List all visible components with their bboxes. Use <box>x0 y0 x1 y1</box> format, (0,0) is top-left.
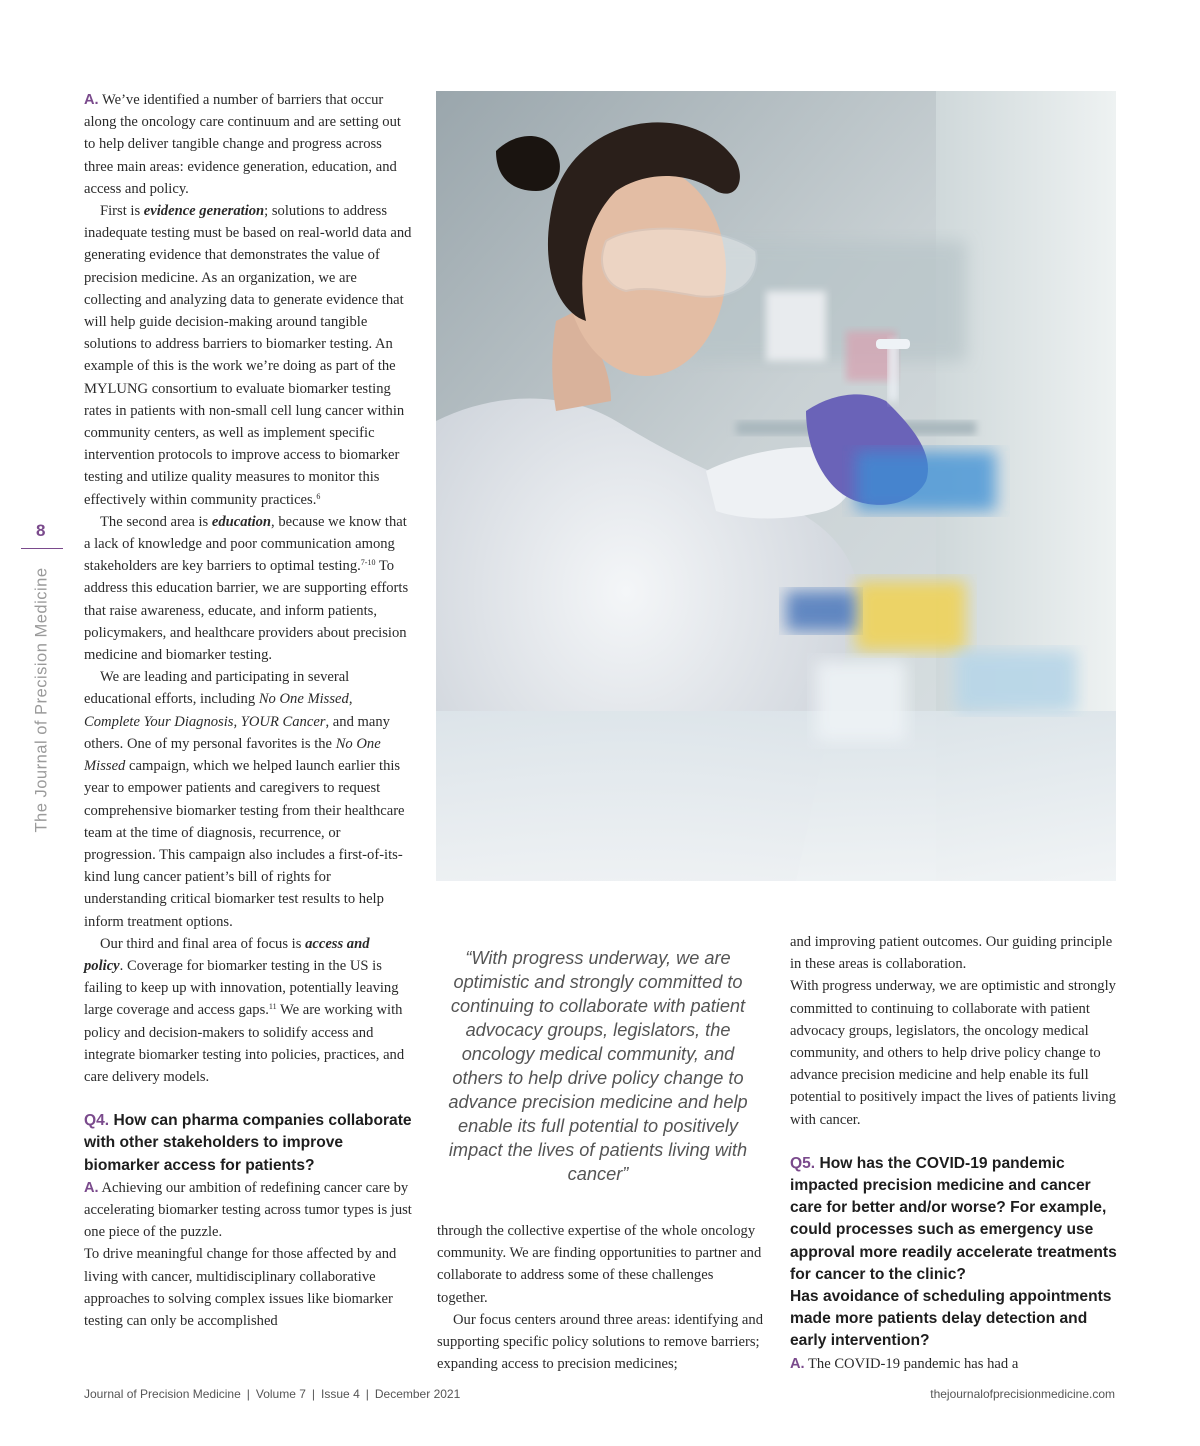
answer-4-paragraph: A. Achieving our ambition of redefining cancer care by accelerating biomarker testing across tumor types is just one piece of the puzzle. <box>84 1179 412 1241</box>
outcomes-paragraph: and improving patient outcomes. Our guiding principle in these areas is collaboration. <box>790 934 1113 973</box>
question-5-heading: Q5. How has the COVID-19 pandemic impacted precision medicine and cancer care for better and/or worse? For example, could processes such as emergency use approval more readily accelerate treatments for cancer to the clinic? <box>790 1154 1117 1283</box>
footer-issue-info: Journal of Precision Medicine | Volume 7 | Issue 4 | December 2021 <box>84 1387 461 1401</box>
footer-website-link[interactable]: thejournalofprecisionmedicine.com <box>930 1387 1115 1401</box>
pull-quote: “With progress underway, we are optimistic and strongly committed to continuing to collaborate with patient advocacy groups, legislators, the oncology medical community, and others to help drive policy change to advance precision medicine and help enable its full potential to positively impact the lives of patients living with cancer” <box>448 948 748 1184</box>
education-paragraph: The second area is education, because we know that a lack of knowledge and poor communication among stakeholders are key barriers to optimal testing.$^{7-10}$ To address this education barrier, we are supporting efforts that raise awareness, educate, and inform patients, policymakers, and healthcare providers about precision medicine and biomarker testing. <box>84 513 409 664</box>
access-policy-paragraph: Our third and final area of focus is access and policy. Coverage for biomarker testing in the US is failing to keep up with innovation, potentially leaving large coverage and access gaps.$^{11}$ We are working with policy and decision-makers to solidify access and integrate biomarker testing into policies, practices, and care delivery models. <box>84 935 405 1085</box>
answer-label: A. <box>84 92 99 108</box>
lab-scientist-photo <box>436 91 1116 881</box>
page-number: 8 <box>36 521 46 540</box>
answer-4-paragraph-2: To drive meaningful change for those affected by and living with cancer, multidisciplinary collaborative approaches to solving complex issues like biomarker testing can only be accomplished <box>84 1246 397 1329</box>
evidence-generation-paragraph: First is evidence generation; solutions to address inadequate testing must be based on real-world data and generating evidence that demonstrates the value of precision medicine. As an organization, we are collecting and analyzing data to generate evidence that will help guide decision-making around tangible solutions to address barriers to biomarker testing. An example of this is the work we’re doing as part of the MYLUNG consortium to evaluate biomarker testing rates in patients with non-small cell lung cancer within community centers, as well as implement specific intervention protocols to improve access to biomarker testing and utilize quality measures to monitor this effectively within community practices.$^6$ <box>84 203 412 508</box>
educational-efforts-paragraph: We are leading and participating in several educational efforts, including No One Missed, Complete Your Diagnosis, YOUR Cancer, and many others. One of my personal favorites is the No One Missed campaign, which we helped launch earlier this year to empower patients and caregivers to request comprehensive biomarker testing from their healthcare team at the time of diagnosis, recurrence, or progression. This campaign also includes a first-of-its-kind lung cancer patient’s bill of rights for understanding critical biomarker test results to help inform treatment options. <box>84 669 405 930</box>
answer-3-paragraph-1: A. We’ve identified a number of barriers that occur along the oncology care continuum and are setting out to help deliver tangible change and progress across three main areas: evidence generation, education, and access and policy. <box>84 92 401 197</box>
question-4-heading: Q4. How can pharma companies collaborate with other stakeholders to improve biomarker access for patients? <box>84 1112 412 1174</box>
page-number-rule <box>21 548 63 549</box>
answer-5-paragraph: A. The COVID-19 pandemic has had a <box>790 1355 1019 1372</box>
column-left <box>84 89 412 1332</box>
journal-title-vertical: The Journal of Precision Medicine <box>32 567 51 833</box>
column-middle <box>437 1220 765 1375</box>
question-5-heading-2: Has avoidance of scheduling appointments made more patients delay detection and early intervention? <box>790 1288 1112 1350</box>
focus-areas-paragraph: Our focus centers around three areas: identifying and supporting specific policy solutions to remove barriers; expanding access to precision medicines; <box>437 1311 763 1373</box>
progress-paragraph: With progress underway, we are optimistic and strongly committed to continuing to collaborate with patient advocacy groups, legislators, the oncology medical community, and others to help drive policy change to advance precision medicine and help enable its full potential to positively impact the lives of patients living with cancer. <box>790 978 1116 1128</box>
collaboration-paragraph: through the collective expertise of the whole oncology community. We are finding opportunities to partner and collaborate to address some of these challenges together. <box>437 1223 762 1306</box>
column-right <box>790 931 1118 1375</box>
